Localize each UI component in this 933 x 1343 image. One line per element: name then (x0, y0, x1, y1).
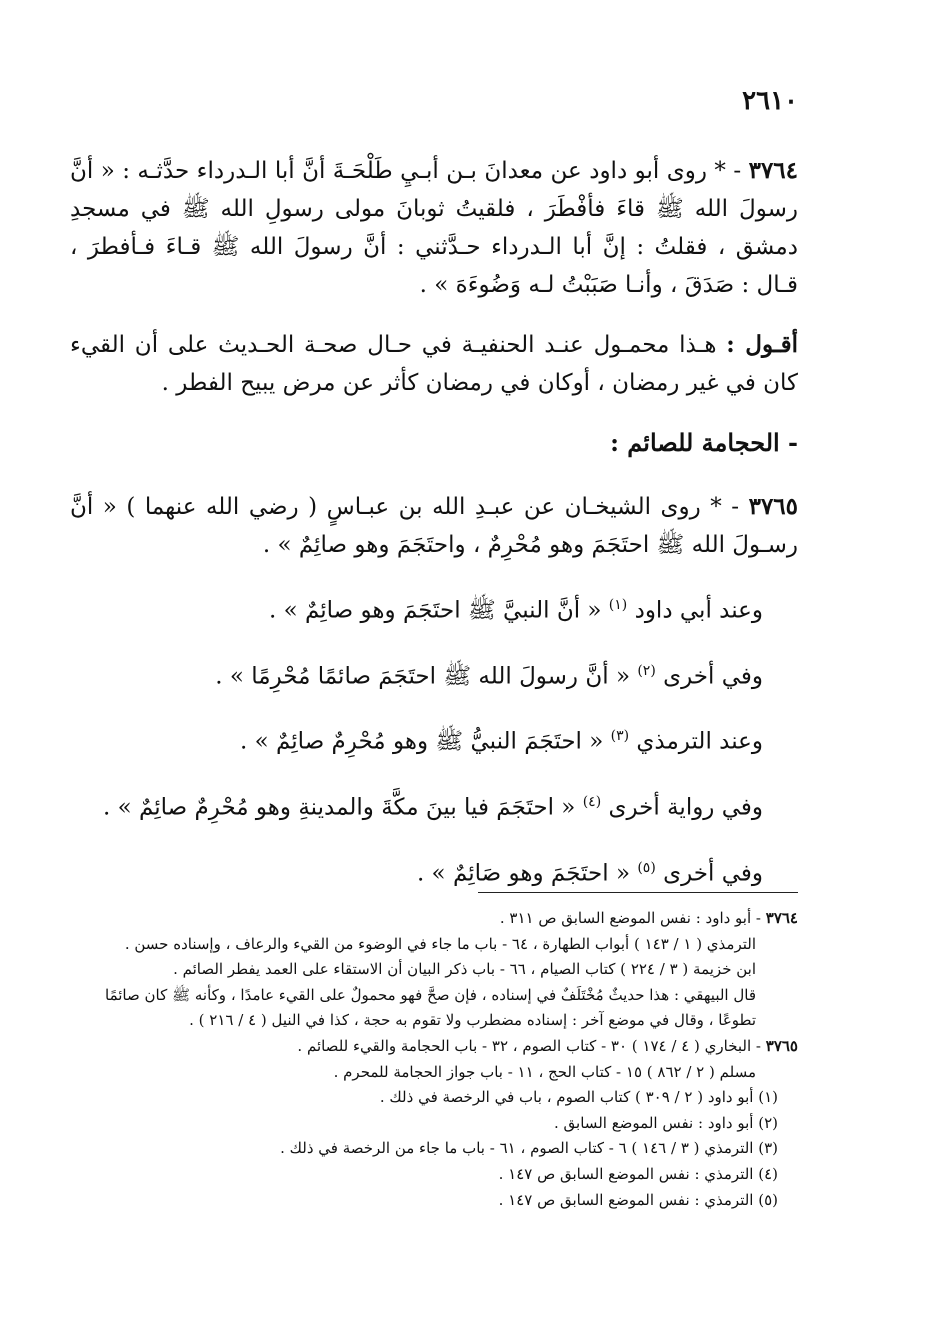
variant-prefix: وعند الترمذي (636, 728, 763, 755)
comment-line: رمضان ، أوكان في رمضان كأثر عن مرض يبيح الفطر . (161, 370, 680, 396)
variant-narration (70, 717, 798, 761)
variant-text: « احتَجَمَ النبيُّ ﷺ وهو مُحْرِمٌ صائِمٌ » . (239, 728, 604, 755)
footnote-line (70, 906, 798, 932)
footnote-line: مسلم ( ٢ / ٨٦٢ ) ١٥ - كتاب الحج ، ١١ - باب جواز الحجامة للمحرم . (333, 1062, 756, 1081)
hadith-line: وَضُوءَهَ » . (419, 272, 522, 298)
footnote-divider (478, 892, 798, 893)
footnote-note: (٥) الترمذي : نفس الموضع السابق ص ١٤٧ . (498, 1190, 778, 1209)
footnote-line: ابن خزيمة ( ٣ / ٢٢٤ ) كتاب الصيام ، ٦٦ - باب ذكر البيان أن الاستقاء على العمد يفطر الصائم . (173, 960, 756, 979)
variant-narration (70, 783, 798, 827)
footnote-marker: (٢) (637, 662, 656, 679)
main-text (70, 152, 798, 914)
hadith-3765 (70, 488, 798, 564)
footnote-text: - أبو داود : نفس الموضع السابق ص ٣١١ . (499, 909, 761, 927)
section-heading: - الحجامة للصائم : (610, 428, 798, 457)
variant-text: « أنَّ النبيَّ ﷺ احتَجَمَ وهو صائِمٌ » . (268, 597, 602, 624)
footnote-line: الترمذي ( ١ / ١٤٣ ) أبواب الطهارة ، ٦٤ - باب ما جاء في الوضوء من القيء والرعاف ، وإسناده حسن . (124, 934, 756, 953)
hadith-number: ٣٧٦٤ (748, 157, 799, 184)
footnote-marker: (٣) (610, 728, 630, 745)
comment-line: هـذا محمـول عنـد الحنفيـة في حـال صحـة الحـديث على أن القيء كان في غير (70, 332, 798, 396)
footnote-number: ٣٧٦٤ (765, 909, 798, 927)
variant-prefix: وفي رواية أخرى (608, 794, 763, 821)
variant-text: « احتَجَمَ وهو صَائِمٌ » . (416, 860, 631, 887)
footnote-text: - البخاري ( ٤ / ١٧٤ ) ٣٠ - كتاب الصوم ، ٣٢ - باب الحجامة والقيء للصائم . (297, 1036, 761, 1055)
footnote-number: ٣٧٦٥ (765, 1036, 798, 1055)
footnote-marker: (٤) (582, 793, 602, 810)
footnote-line: تطوعًا ، وقال في موضع آخر : إسناده مضطرب ولا تقوم به حجة ، كذا في النيل ( ٤ / ٢١٦ ) . (189, 1011, 756, 1030)
page-number: ٢٦١٠ (742, 86, 798, 116)
hadith-number: ٣٧٦٥ (748, 493, 799, 520)
variant-text: « احتَجَمَ فيا بينَ مكَّةَ والمدينةِ وهو مُحْرِمٌ صائِمٌ » . (102, 794, 576, 821)
hadith-line: رسولَ الله ﷺ قاءَ فأفْطَرَ ، فلقيتُ ثوبانَ مولى رسولِ الله ﷺ في مسجدِ دمشق ، فقلتُ : (70, 196, 798, 260)
footnote-line: قال البيهقي : هذا حديثٌ مُخْتَلَفٌ في إسناده ، فإن صحَّ فهو محمولٌ على القيء عامدًا ، وكأنه ﷺ كان صائمًا (105, 985, 756, 1004)
footnote-note: (٢) أبو داود : نفس الموضع السابق . (554, 1113, 778, 1132)
variant-prefix: وفي أخرى (663, 860, 763, 887)
footnote-note: (٣) الترمذي ( ٣ / ١٤٦ ) ٦ - كتاب الصوم ، ٦١ - باب ما جاء من الرخصة في ذلك . (280, 1139, 778, 1158)
variant-text: « أنَّ رسولَ الله ﷺ احتَجَمَ صائمًا مُحْرِمًا » . (215, 663, 631, 690)
hadith-3764 (70, 152, 798, 304)
footnote-note: (٤) الترمذي : نفس الموضع السابق ص ١٤٧ . (498, 1164, 778, 1183)
footnote-line (70, 1034, 798, 1060)
footnotes (70, 906, 798, 1213)
hadith-line: - * روى أبو داود عن معدانَ بـن أبـيِ طَلْحَـةَ أنَّ أبا الـدرداء حدَّثـه : « أنَّ (70, 158, 742, 184)
variant-narration (70, 652, 798, 696)
comment-label: أقـول : (726, 331, 798, 358)
footnote-marker: (١) (608, 597, 628, 613)
variant-prefix: وعند أبي داود (634, 597, 763, 624)
footnote-marker: (٥) (637, 859, 656, 876)
variant-prefix: وفي أخرى (663, 663, 763, 690)
hadith-line: - * روى الشيخـان عن عبـدِ الله بن عبـاسٍ ( رضي الله عنهما ) « أنَّ رسـولَ الله (70, 494, 798, 558)
footnote-note: (١) أبو داود ( ٢ / ٣٠٩ ) كتاب الصوم ، باب في الرخصة في ذلك . (379, 1088, 778, 1107)
variant-narration (70, 849, 798, 893)
author-comment (70, 326, 798, 402)
variant-narration (70, 586, 798, 630)
hadith-line: إنَّ أبا الـدرداء حـدَّثني : أنَّ رسولَ الله ﷺ قـاءَ فـأفطرَ ، قـال : صَدَقَ ، وأنـا صَبَبْتُ لـه (70, 234, 798, 298)
hadith-line: ﷺ احتَجَمَ وهو مُحْرِمٌ ، واحتَجَمَ وهو صائِمٌ » . (262, 532, 685, 558)
